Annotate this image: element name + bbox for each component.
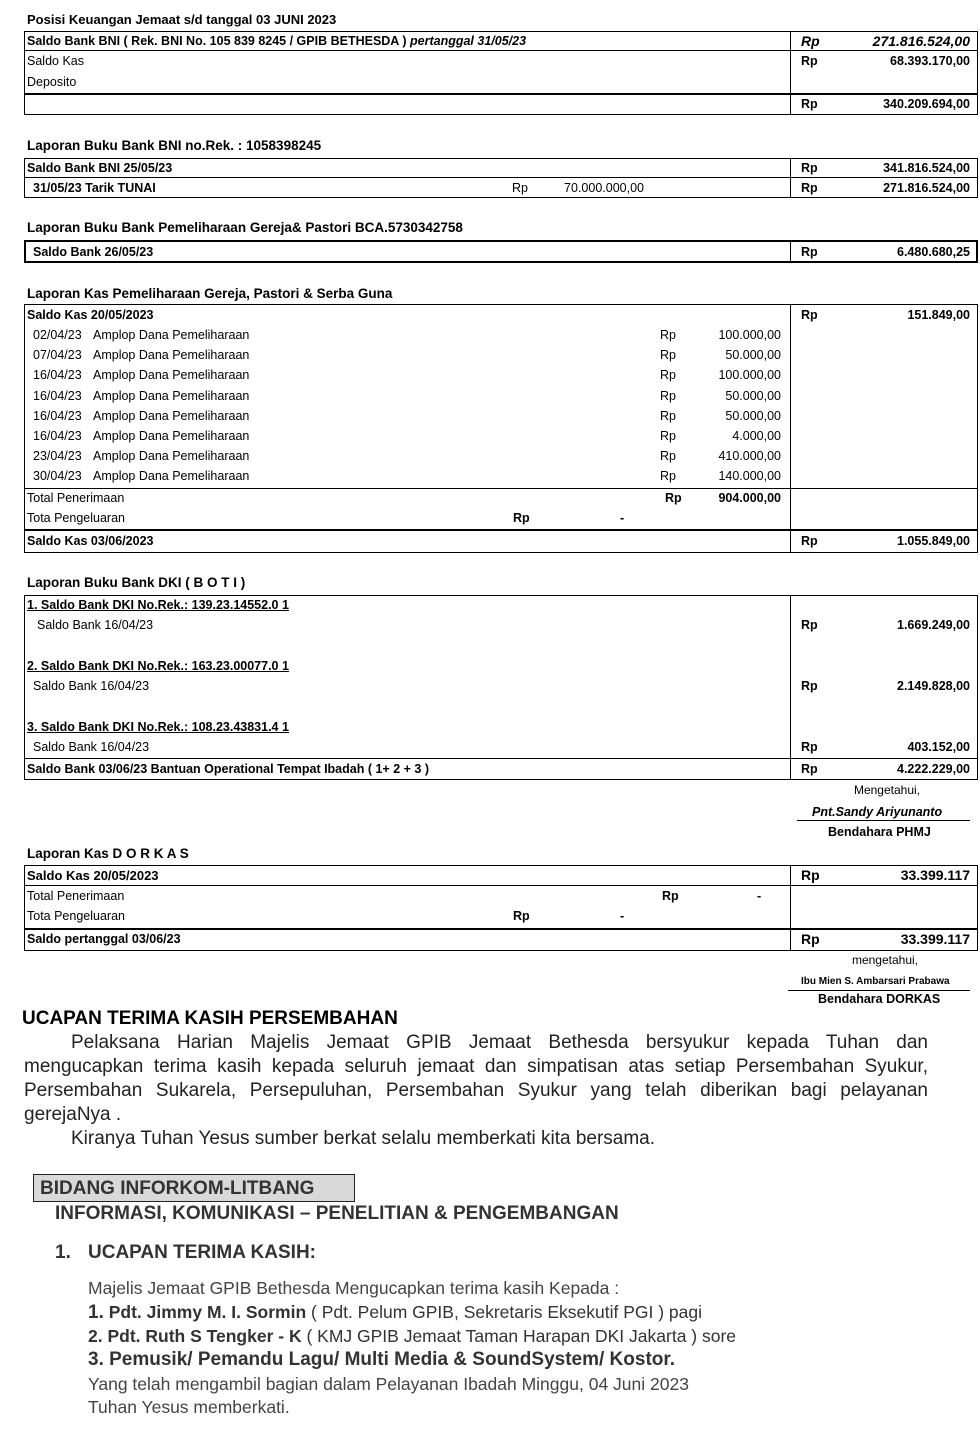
bni-row2-mid-amount: 70.000.000,00 <box>564 181 644 195</box>
kas-item-desc: Amplop Dana Pemeliharaan <box>93 429 250 443</box>
dorkas-title: Laporan Kas D O R K A S <box>27 846 189 861</box>
dorkas-sign-mengetahui: mengetahui, <box>851 953 918 967</box>
posisi-row2-rp: Rp <box>801 54 818 68</box>
inforkom-line-4: Yang telah mengambil bagian dalam Pelayanan Ibadah Minggu, 04 Juni 2023 <box>88 1374 689 1394</box>
kas-total-out-label: Tota Pengeluaran <box>27 511 125 525</box>
posisi-title: Posisi Keuangan Jemaat s/d tanggal 03 JUNI 2023 <box>27 12 337 27</box>
kas-item-rp: Rp <box>660 388 676 403</box>
dki-account-2-amount: 2.149.828,00 <box>897 679 970 693</box>
kas-item-amount: 50.000,00 <box>725 388 781 403</box>
kas-item-amount: 140.000,00 <box>718 469 781 484</box>
dki-account-1-head: 1. Saldo Bank DKI No.Rek.: 139.23.14552.0 1 <box>27 598 289 612</box>
bni-row1-amount: 341.816.524,00 <box>883 161 970 175</box>
kas-item-rp: Rp <box>660 408 676 423</box>
inforkom-line-1: 1. Pdt. Jimmy M. I. Sormin ( Pdt. Pelum GPIB, Sekretaris Eksekutif PGI ) pagi <box>88 1302 702 1323</box>
bni-row1-label: Saldo Bank BNI 25/05/23 <box>27 161 173 175</box>
kas-opening-rp: Rp <box>801 308 818 322</box>
kas-item-date: 07/04/23 <box>33 348 82 363</box>
posisi-row3-label: Deposito <box>27 75 77 89</box>
inforkom-line-2: 2. Pdt. Ruth S Tengker - K ( KMJ GPIB Jemaat Taman Harapan DKI Jakarta ) sore <box>88 1326 737 1346</box>
kas-item-desc: Amplop Dana Pemeliharaan <box>93 449 250 464</box>
dki-account-2-head: 2. Saldo Bank DKI No.Rek.: 163.23.00077.0 1 <box>27 659 289 673</box>
dki-account-1-rp: Rp <box>801 618 818 632</box>
posisi-row1-rp: Rp <box>801 33 820 49</box>
dki-account-2-label: Saldo Bank 16/04/23 <box>33 679 150 693</box>
dorkas-closing-rp: Rp <box>801 931 820 947</box>
bni-row2-rp: Rp <box>801 181 818 195</box>
inforkom-section-title: UCAPAN TERIMA KASIH: <box>88 1242 316 1263</box>
kas-item-rp: Rp <box>660 348 676 363</box>
dorkas-opening-amount: 33.399.117 <box>900 867 970 883</box>
kas-item-desc: Amplop Dana Pemeliharaan <box>93 469 250 484</box>
posisi-row1-label: Saldo Bank BNI ( Rek. BNI No. 105 839 8245 / GPIB BETHESDA ) pertanggal 31/05/23 <box>27 34 527 48</box>
dki-title: Laporan Buku Bank DKI ( B O T I ) <box>27 575 246 590</box>
dorkas-closing-amount: 33.399.117 <box>900 931 970 947</box>
dorkas-sign-role: Bendahara DORKAS <box>818 992 941 1006</box>
kas-total-in-amount: 904.000,00 <box>718 491 781 505</box>
bca-title: Laporan Buku Bank Pemeliharaan Gereja& Pastori BCA.5730342758 <box>27 220 463 235</box>
kas-closing-label: Saldo Kas 03/06/2023 <box>27 534 154 548</box>
dorkas-total-out-label: Tota Pengeluaran <box>27 909 125 923</box>
bca-row-amount: 6.480.680,25 <box>897 245 970 259</box>
dki-total-amount: 4.222.229,00 <box>897 762 970 776</box>
dorkas-opening-label: Saldo Kas 20/05/2023 <box>27 868 159 883</box>
dorkas-total-in-amount: - <box>757 889 762 903</box>
posisi-row2-label: Saldo Kas <box>27 54 84 68</box>
kas-item-date: 16/04/23 <box>33 388 82 403</box>
bni-row1-rp: Rp <box>801 161 818 175</box>
dorkas-total-in-label: Total Penerimaan <box>27 889 125 903</box>
kas-item-rp: Rp <box>660 449 676 464</box>
posisi-total-amount: 340.209.694,00 <box>883 97 970 111</box>
kas-total-in-rp: Rp <box>665 491 682 505</box>
inforkom-intro: Majelis Jemaat GPIB Bethesda Mengucapkan terima kasih Kepada : <box>88 1278 620 1298</box>
kas-item-desc: Amplop Dana Pemeliharaan <box>93 328 250 342</box>
kas-item-date: 16/04/23 <box>33 408 82 423</box>
inforkom-badge: BIDANG INFORKOM-LITBANG <box>33 1174 355 1202</box>
kas-item-date: 16/04/23 <box>33 429 82 443</box>
kas-item-amount: 100.000,00 <box>718 328 781 342</box>
dki-sign-role: Bendahara PHMJ <box>828 825 931 839</box>
kas-item-rp: Rp <box>660 469 676 484</box>
bni-row2-label: 31/05/23 Tarik TUNAI <box>33 181 156 195</box>
inforkom-subtitle: INFORMASI, KOMUNIKASI – PENELITIAN & PENGEMBANGAN <box>55 1203 619 1224</box>
kas-total-out-rp: Rp <box>513 511 530 525</box>
ucapan-paragraph-1: Pelaksana Harian Majelis Jemaat GPIB Jemaat Bethesda bersyukur kepada Tuhan dan mengucapkan terima kasih kepada seluruh jemaat dan simpatisan atas setiap Persembahan Syukur, Persembahan Sukarela, Persepuluhan, Persembahan Syukur yang telah diberikan bagi pelayanan gerejaNya . <box>24 1032 928 1125</box>
kas-item-amount: 100.000,00 <box>718 368 781 383</box>
kas-item-date: 16/04/23 <box>33 368 82 383</box>
kas-item-amount: 50.000,00 <box>725 408 781 423</box>
dorkas-sign-name: Ibu Mien S. Ambarsari Prabawa <box>801 976 950 987</box>
kas-closing-rp: Rp <box>801 534 818 548</box>
kas-item-amount: 50.000,00 <box>725 348 781 363</box>
posisi-row1-amount: 271.816.524,00 <box>872 33 970 49</box>
kas-total-out-amount: - <box>620 511 625 525</box>
bca-row-label: Saldo Bank 26/05/23 <box>33 245 154 259</box>
kas-item-date: 30/04/23 <box>33 469 82 484</box>
dki-account-2-rp: Rp <box>801 679 818 693</box>
kas-closing-amount: 1.055.849,00 <box>897 534 970 548</box>
kas-item-amount: 4.000,00 <box>732 429 781 443</box>
dki-account-1-label: Saldo Bank 16/04/23 <box>37 618 154 632</box>
posisi-row2-amount: 68.393.170,00 <box>890 54 970 68</box>
dki-total-rp: Rp <box>801 762 818 776</box>
kas-item-desc: Amplop Dana Pemeliharaan <box>93 348 250 363</box>
bni-row2-amount: 271.816.524,00 <box>883 181 970 195</box>
dki-total-label: Saldo Bank 03/06/23 Bantuan Operational Tempat Ibadah ( 1+ 2 + 3 ) <box>27 762 429 776</box>
kas-item-date: 02/04/23 <box>33 328 82 342</box>
kas-title: Laporan Kas Pemeliharaan Gereja, Pastori & Serba Guna <box>27 286 393 301</box>
kas-total-in-label: Total Penerimaan <box>27 491 125 505</box>
kas-item-rp: Rp <box>660 368 676 383</box>
dki-account-3-label: Saldo Bank 16/04/23 <box>33 740 150 754</box>
dki-sign-mengetahui: Mengetahui, <box>853 783 920 797</box>
kas-item-rp: Rp <box>660 429 676 443</box>
inforkom-section-number: 1. <box>55 1242 71 1263</box>
kas-item-date: 23/04/23 <box>33 449 82 464</box>
dki-account-3-head: 3. Saldo Bank DKI No.Rek.: 108.23.43831.4 1 <box>27 720 289 734</box>
inforkom-line-5: Tuhan Yesus memberkati. <box>88 1397 290 1417</box>
dki-account-3-amount: 403.152,00 <box>907 740 970 754</box>
bca-row-rp: Rp <box>801 245 818 259</box>
kas-item-rp: Rp <box>660 328 676 342</box>
dki-account-1-amount: 1.669.249,00 <box>897 618 970 632</box>
kas-opening-amount: 151.849,00 <box>907 308 970 322</box>
bni-title: Laporan Buku Bank BNI no.Rek. : 1058398245 <box>27 138 322 153</box>
bni-row2-mid-rp: Rp <box>512 181 528 195</box>
kas-item-amount: 410.000,00 <box>718 449 781 464</box>
dorkas-total-out-amount: - <box>620 909 625 923</box>
dorkas-total-out-rp: Rp <box>513 909 530 923</box>
dorkas-total-in-rp: Rp <box>662 889 679 903</box>
kas-item-desc: Amplop Dana Pemeliharaan <box>93 388 250 403</box>
posisi-total-rp: Rp <box>801 97 818 111</box>
dorkas-opening-rp: Rp <box>801 867 820 883</box>
dki-sign-name: Pnt.Sandy Ariyunanto <box>812 805 943 819</box>
ucapan-title: UCAPAN TERIMA KASIH PERSEMBAHAN <box>22 1008 398 1029</box>
dki-account-3-rp: Rp <box>801 740 818 754</box>
ucapan-paragraph-2: Kiranya Tuhan Yesus sumber berkat selalu memberkati kita bersama. <box>71 1128 656 1149</box>
kas-opening-label: Saldo Kas 20/05/2023 <box>27 308 154 322</box>
kas-item-desc: Amplop Dana Pemeliharaan <box>93 408 250 423</box>
kas-item-desc: Amplop Dana Pemeliharaan <box>93 368 250 383</box>
inforkom-line-3: 3. Pemusik/ Pemandu Lagu/ Multi Media & SoundSystem/ Kostor. <box>88 1349 675 1370</box>
dorkas-closing-label: Saldo pertanggal 03/06/23 <box>27 932 181 946</box>
